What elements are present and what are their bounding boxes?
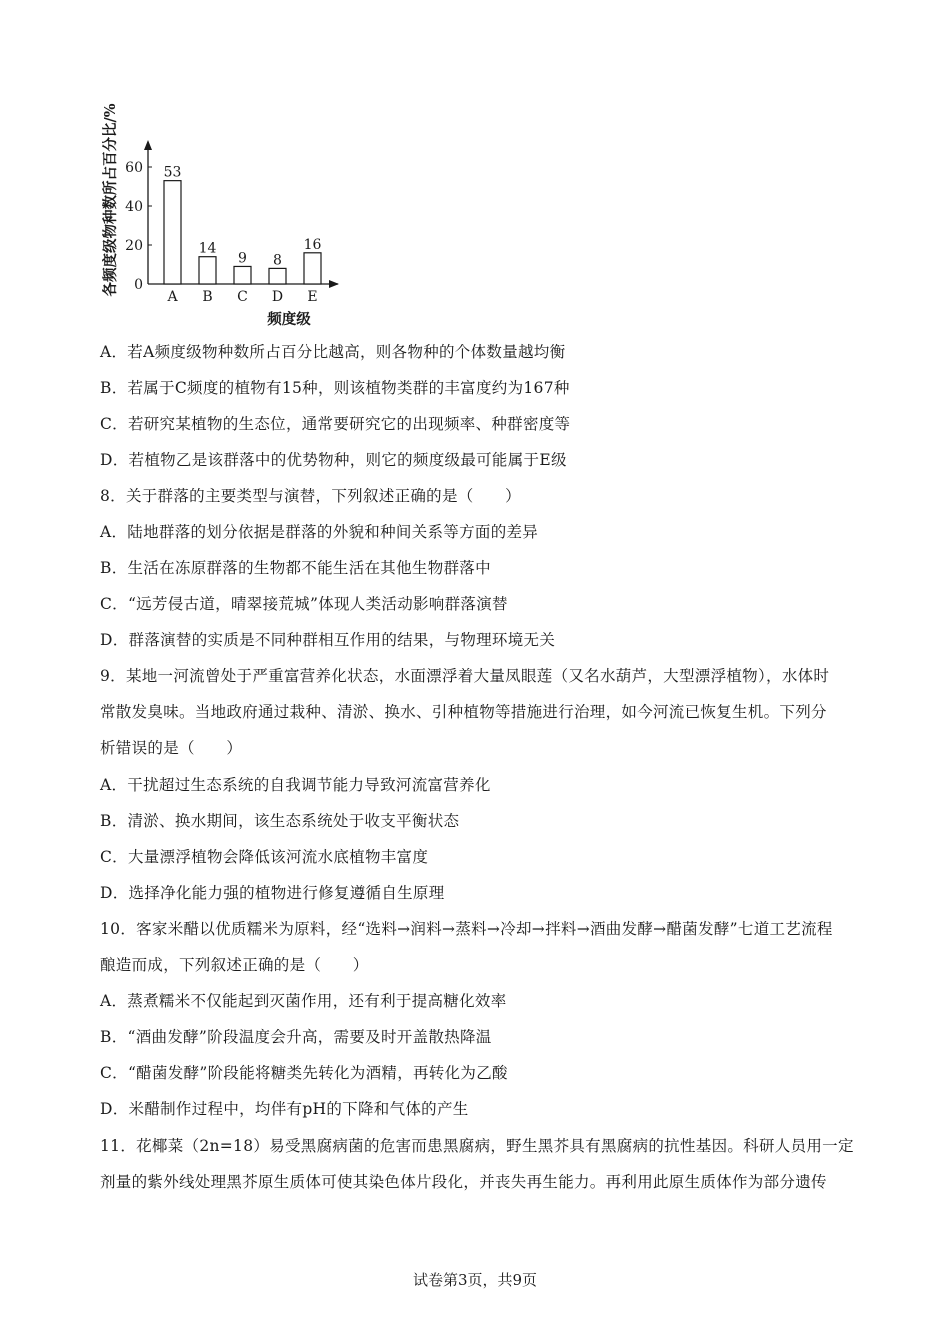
x-tick-label: D [271,289,284,305]
x-tick-label: A [167,289,178,305]
text-line: B．“酒曲发酵”阶段温度会升高，需要及时开盖散热降温 [100,1028,492,1046]
y-axis-label: 各频度级物种数所占百分比/% [102,103,119,297]
text-line: 酿造而成，下列叙述正确的是（ ） [100,956,369,974]
bar [164,181,181,284]
text-line: A．若A频度级物种数所占百分比越高，则各物种的个体数量越均衡 [100,343,566,361]
text-line: D．米醋制作过程中，均伴有pH的下降和气体的产生 [100,1100,469,1118]
x-tick-label: E [307,289,318,305]
bar-value-label: 8 [273,252,282,269]
text-line: 10．客家米醋以优质糯米为原料，经“选料→润料→蒸料→冷却→拌料→酒曲发酵→醋菌发酵”七道工艺流程 [100,920,833,938]
text-line: A．陆地群落的划分依据是群落的外貌和种间关系等方面的差异 [100,523,539,541]
text-line: D．若植物乙是该群落中的优势物种，则它的频度级最可能属于E级 [100,451,567,469]
text-line: C．若研究某植物的生态位，通常要研究它的出现频率、种群密度等 [100,415,571,433]
text-line: B．生活在冻原群落的生物都不能生活在其他生物群落中 [100,559,491,577]
bar-value-label: 14 [198,240,217,257]
bar-value-label: 16 [303,236,322,253]
bar-value-label: 53 [163,164,182,181]
text-line: 8．关于群落的主要类型与演替，下列叙述正确的是（ ） [100,487,521,505]
y-tick-label: 40 [125,199,143,215]
text-line: C．“醋菌发酵”阶段能将糖类先转化为酒精，再转化为乙酸 [100,1064,508,1082]
text-line: D．群落演替的实质是不同种群相互作用的结果，与物理环境无关 [100,631,556,649]
x-tick-label: C [237,289,248,305]
y-tick-label: 20 [125,238,143,254]
y-tick-label: 60 [125,160,143,176]
x-axis-label: 频度级 [267,311,311,328]
text-line: B．清淤、换水期间，该生态系统处于收支平衡状态 [100,812,460,830]
text-line: A．干扰超过生态系统的自我调节能力导致河流富营养化 [100,776,491,794]
bar-value-label: 9 [238,250,247,267]
text-line: 常散发臭味。当地政府通过栽种、清淤、换水、引种植物等措施进行治理，如今河流已恢复生机。下列分 [100,703,827,721]
bar [234,266,251,284]
bar [269,268,286,284]
x-tick-label: B [202,289,213,305]
text-line: 11．花椰菜（2n=18）易受黑腐病菌的危害而患黑腐病，野生黑芥具有黑腐病的抗性基因。科研人员用一定 [100,1137,854,1155]
text-line: D．选择净化能力强的植物进行修复遵循自生原理 [100,884,445,902]
text-line: 剂量的紫外线处理黑芥原生质体可使其染色体片段化，并丧失再生能力。再利用此原生质体作为部分遗传 [100,1173,827,1191]
text-line: 析错误的是（ ） [100,739,243,757]
text-line: A．蒸煮糯米不仅能起到灭菌作用，还有利于提高糖化效率 [100,992,507,1010]
frequency-bar-chart [96,92,356,332]
text-line: 9．某地一河流曾处于严重富营养化状态，水面漂浮着大量凤眼莲（又名水葫芦，大型漂浮植物），水体时 [100,667,830,685]
text-line: B．若属于C频度的植物有15种，则该植物类群的丰富度约为167种 [100,379,570,397]
x-axis-arrow [329,280,339,288]
page-footer: 试卷第3页，共9页 [412,1271,538,1289]
y-tick-label: 0 [134,277,143,293]
text-line: C．“远芳侵古道，晴翠接荒城”体现人类活动影响群落演替 [100,595,508,613]
text-line: C．大量漂浮植物会降低该河流水底植物丰富度 [100,848,429,866]
chart-svg [96,92,356,332]
bar [304,253,321,284]
y-axis-arrow [144,140,152,150]
bar [199,257,216,284]
